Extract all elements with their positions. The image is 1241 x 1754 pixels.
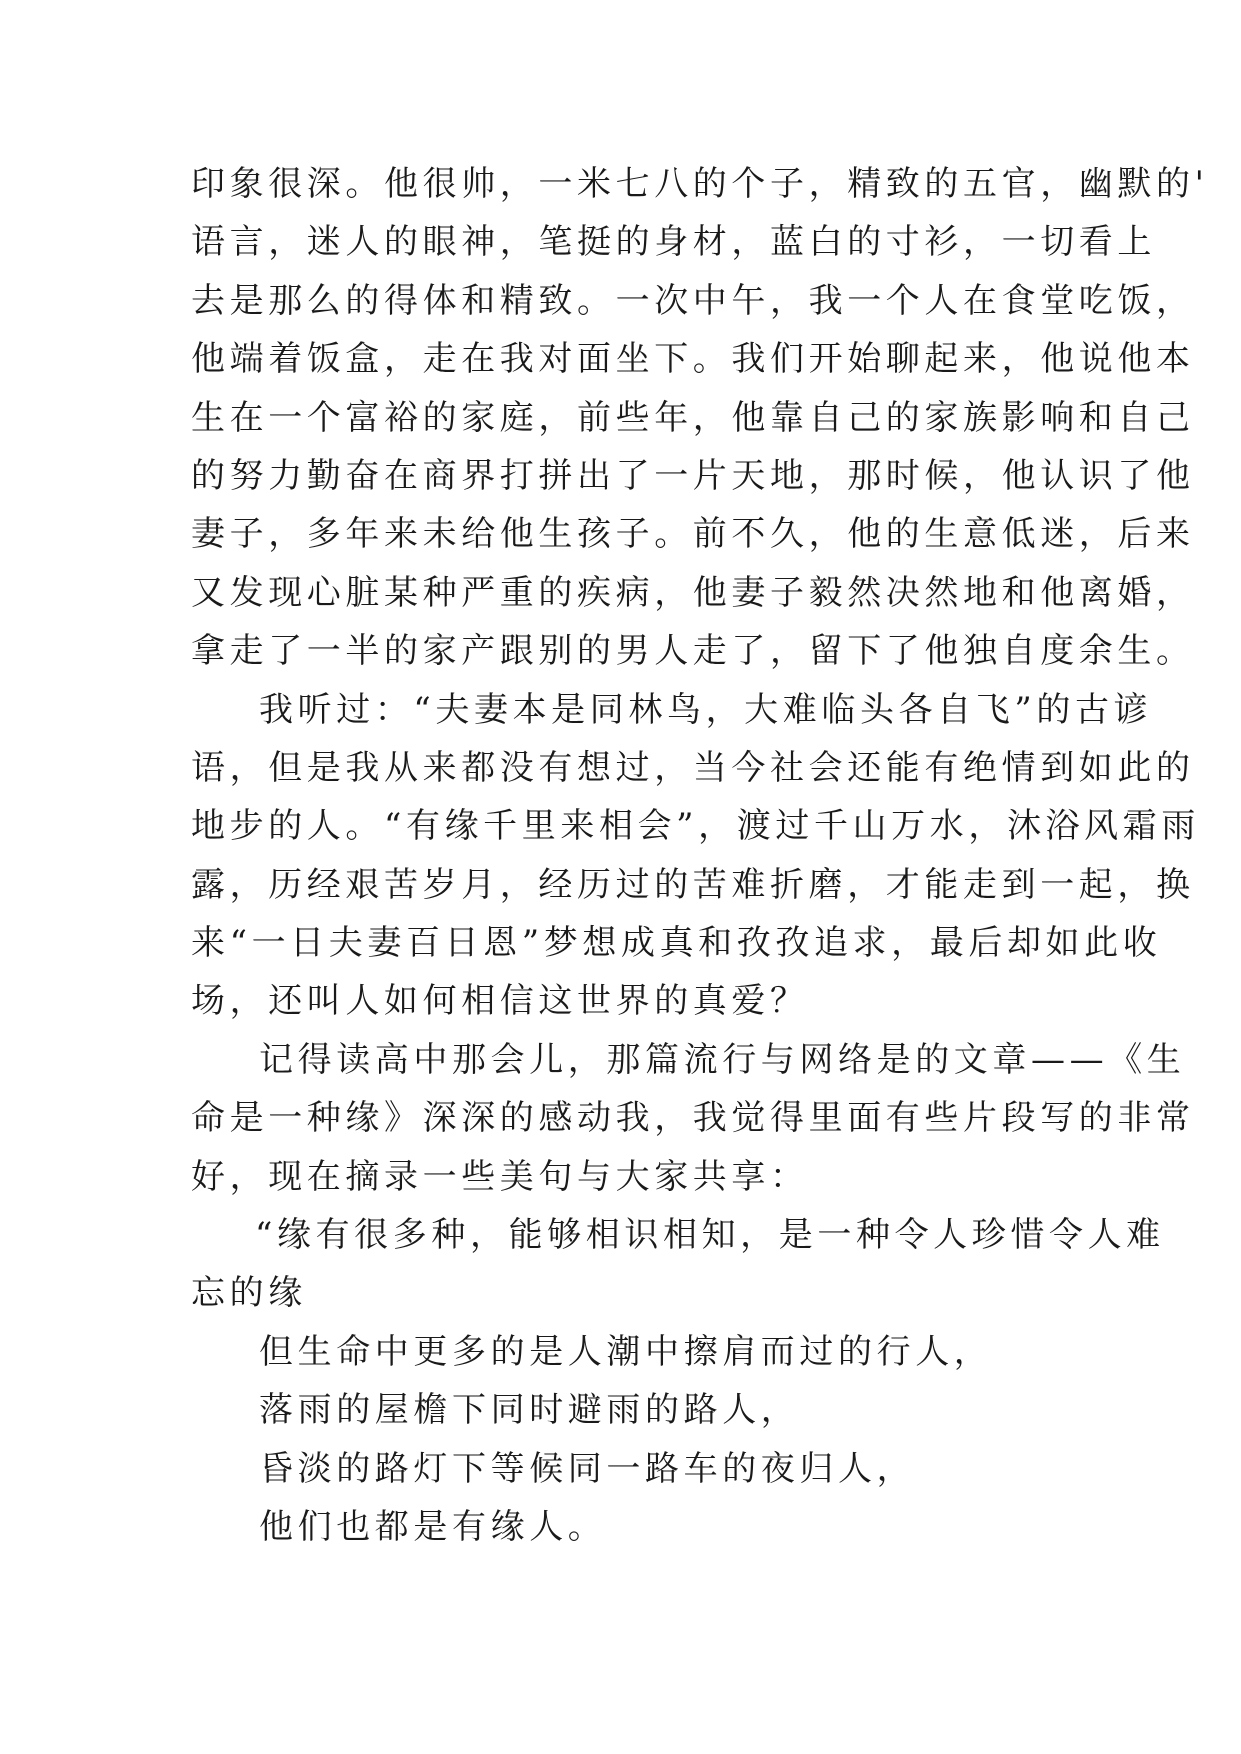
text-line-18: 好，现在摘录一些美句与大家共享： — [191, 1156, 809, 1197]
text-line-21: 但生命中更多的是人潮中擦肩而过的行人， — [259, 1331, 993, 1372]
text-line-9: 拿走了一半的家产跟别的男人走了，留下了他独自度余生。 — [191, 631, 1195, 672]
text-line-24: 他们也都是有缘人。 — [259, 1506, 607, 1547]
text-line-2: 语言，迷人的眼神，笔挺的身材，蓝白的寸衫，一切看上 — [191, 222, 1156, 263]
text-line-3: 去是那么的得体和精致。一次中午，我一个人在食堂吃饭， — [191, 280, 1195, 321]
text-line-6: 的努力勤奋在商界打拼出了一片天地，那时候，他认识了他 — [191, 455, 1195, 496]
text-line-12: 地步的人。“有缘千里来相会”，渡过千山万水，沐浴风霜雨 — [191, 806, 1200, 847]
body-text — [191, 155, 1209, 1556]
text-line-17: 命是一种缘》深深的感动我，我觉得里面有些片段写的非常 — [191, 1098, 1195, 1139]
text-line-13: 露，历经艰苦岁月，经历过的苦难折磨，才能走到一起，换 — [191, 864, 1195, 905]
text-line-1: 印象很深。他很帅，一米七八的个子，精致的五官，幽默的' — [191, 164, 1209, 204]
text-line-15: 场，还叫人如何相信这世界的真爱？ — [191, 981, 809, 1022]
text-line-11: 语，但是我从来都没有想过，当今社会还能有绝情到如此的 — [191, 747, 1195, 788]
text-line-23: 昏淡的路灯下等候同一路车的夜归人， — [259, 1448, 916, 1489]
text-line-19: “缘有很多种，能够相识相知，是一种令人珍惜令人难 — [255, 1215, 1165, 1256]
text-line-14: 来“一日夫妻百日恩”梦想成真和孜孜追求，最后却如此收 — [191, 923, 1162, 964]
text-line-10: 我听过：“夫妻本是同林鸟，大难临头各自飞”的古谚 — [259, 689, 1153, 730]
text-line-7: 妻子，多年来未给他生孩子。前不久，他的生意低迷，后来 — [191, 514, 1195, 555]
text-line-4: 他端着饭盒，走在我对面坐下。我们开始聊起来，他说他本 — [191, 339, 1195, 380]
text-line-22: 落雨的屋檐下同时避雨的路人， — [259, 1390, 800, 1431]
text-line-20: 忘的缘 — [191, 1273, 307, 1314]
text-line-8: 又发现心脏某种严重的疾病，他妻子毅然决然地和他离婚， — [191, 572, 1195, 613]
text-line-16: 记得读高中那会儿，那篇流行与网络是的文章——《生 — [259, 1039, 1186, 1080]
text-line-5: 生在一个富裕的家庭，前些年，他靠自己的家族影响和自己 — [191, 397, 1195, 438]
